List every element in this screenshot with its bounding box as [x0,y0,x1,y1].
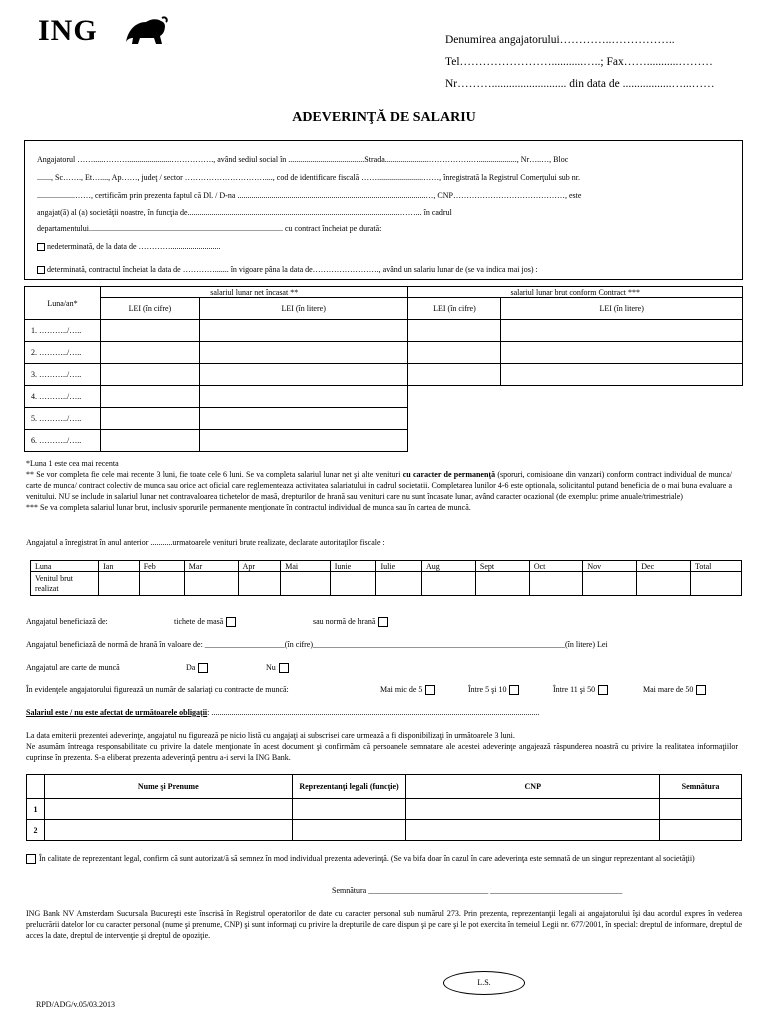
meal-benefit-label: Angajatul beneficiază de: [26,617,108,626]
annual-income-intro: Angajatul a înregistrat în anul anterior ...........urmatoarele venituri brute realizate, declarate autoritaţilor fiscale : [26,538,385,547]
gross-salary-header: salariul lunar brut conform Contract *** [408,287,743,298]
gross-letters-header: LEI (în litere) [501,298,743,320]
rep-cnp-header: CNP [406,775,660,799]
table-row: 2. ………../….. [25,342,743,364]
box-line-3[interactable]: ...................……, certificăm prin prezenta faptul că Dl. / D-na ..............................................................................................…, CNP……………………………………, este [37,191,582,200]
note-3: *** Se va completa salariul lunar brut, inclusiv sporurile permanente menţionate în contractul individual de munca sau în cartea de muncă. [26,503,471,512]
annual-header-cell: Apr [238,561,281,572]
annual-value-cell[interactable] [238,572,281,596]
net-letters-header: LEI (în litere) [199,298,408,320]
rep-role-header: Reprezentanţi legali (funcţie) [292,775,406,799]
salary-table [24,286,743,452]
annual-value-cell[interactable] [184,572,238,596]
work-book-yes-checkbox[interactable] [198,663,208,673]
box-line-4[interactable]: angajat(ă) al (a) societăţii noastre, în funcţia de..........................................................................................................……... în cadrul [37,208,452,217]
employer-name-field[interactable]: Denumirea angajatorului…………..…………….. [445,34,675,46]
table-row: 3. ………../….. [25,364,743,386]
form-code: RPD/ADG/v.05/03.2013 [36,1000,116,1009]
food-norm-checkbox[interactable] [378,617,388,627]
annual-value-cell[interactable] [475,572,529,596]
annual-header-cell: Oct [529,561,583,572]
salary-obligations-field[interactable]: Salariul este / nu este afectat de următoarele obligaţii: .................................................................................................................................................................... [26,708,540,717]
employee-count-label: În evidenţele angajatorului figurează un număr de salariaţi cu contracte de muncă: [26,685,289,694]
annual-value-cell[interactable] [583,572,637,596]
notes-section [26,458,732,513]
annual-value-cell[interactable] [139,572,184,596]
rep-signature-header: Semnătura [660,775,742,799]
sole-representative-checkbox[interactable] [26,854,36,864]
note-1: *Luna 1 este cea mai recenta [26,459,119,468]
annual-header-cell: Nov [583,561,637,572]
work-book-no-checkbox[interactable] [279,663,289,673]
annual-value-cell[interactable] [637,572,691,596]
declaration-text: La data emiterii prezentei adeverinţe, angajatul nu figurează pe nicio listă cu angajaţi ai subscrisei care urmează a fi disponibilizaţi în următoarele 3 luni. Ne asumăm întreaga responsabilitate cu privire la datele menţionate în acest document şi confirmăm că persoanele semnatare ale acestei adeverinţe angajează răspunderea noastră cu privire la realitatea informaţiilor cuprinse în prezenta. S-a eliberat prezenta adeverinţă pentru a-i servi la ING Bank. [26,731,738,762]
employees-over-50-option[interactable]: Mai mare de 50 [643,685,709,695]
table-row: 1 [27,799,742,820]
annual-value-cell[interactable] [421,572,475,596]
employer-number-field[interactable]: Nr……….......................... din data de .................…...…… [445,78,715,90]
determinate-checkbox[interactable] [37,266,45,274]
signature-line[interactable]: Semnătura ______________________________ _________________________________ [332,886,623,895]
annual-header-cell: Total [691,561,742,572]
under-5-checkbox[interactable] [425,685,435,695]
month-column-header: Luna/an* [25,287,101,320]
sole-representative-confirmation[interactable]: În calitate de reprezentant legal, confirm că sunt autorizat/ă să semnez în mod individual prezenta adeverinţă. (Se va bifa doar în cazul în care adeverinţa este semnată de un singur reprezentant al societăţii) [26,853,742,864]
stamp-placeholder: L.S. [443,971,525,995]
table-row: 2 [27,820,742,841]
rep-name-header: Nume şi Prenume [44,775,292,799]
box-line-5[interactable]: departamentului................................................................................................. cu contract încheiat pe durată: [37,224,382,233]
annual-header-cell: Mar [184,561,238,572]
privacy-notice: ING Bank NV Amsterdam Sucursala Bucureşti este înscrisă în Registrul operatorilor de date cu caracter personal sub numărul 273. Prin prezenta, reprezentanţii legali ai angajatorului îşi dau acordul expres în vederea prelucrării datelor lor cu caracter personal (nume şi prenume, CNP) şi sunt informaţi cu privire la drepturile de care dispun şi pe care şi le pot exercita în temeiul Legii nr. 677/2001, în special: dreptul de informare, dreptul de acces la date, dreptul de intervenţie şi dreptul de opoziţie. [26,909,742,940]
food-norm-value-field[interactable]: Angajatul beneficiază de normă de hrană în valoare de: ____________________(în cifre)_______________________________________________________________(în litere) Lei [26,640,608,649]
annual-value-cell[interactable] [376,572,422,596]
over-50-checkbox[interactable] [696,685,706,695]
5-10-checkbox[interactable] [509,685,519,695]
meal-tickets-option[interactable]: tichete de masă [174,617,239,627]
table-row: 1. ………../….. [25,320,743,342]
employees-11-50-option[interactable]: Între 11 şi 50 [553,685,611,695]
representatives-table [26,774,742,841]
employees-under-5-option[interactable]: Mai mic de 5 [380,685,438,695]
lion-logo-icon [120,12,170,48]
annual-value-cell[interactable] [281,572,331,596]
meal-tickets-checkbox[interactable] [226,617,236,627]
food-norm-option[interactable]: sau normă de hrană [313,617,391,627]
employer-info-box [24,140,743,280]
indefinite-checkbox[interactable] [37,243,45,251]
net-salary-header: salariul lunar net încasat ** [100,287,408,298]
annual-row-label: Venitul brut realizat [31,572,99,596]
annual-header-cell: Ian [99,561,140,572]
employees-5-10-option[interactable]: Între 5 şi 10 [468,685,522,695]
box-line-2[interactable]: ......., Sc……., Et…...., Ap……, judeţ / sector …………………………...., cod de identificare fiscală …….......................……, înregistrată la Registrul Comerţului sub nr. [37,173,581,182]
annual-income-table [30,560,742,596]
annual-header-cell: Dec [637,561,691,572]
annual-header-cell: Luna [31,561,99,572]
annual-header-cell: Iulie [376,561,422,572]
box-line-1[interactable]: Angajatorul …….....………......................……………., având sediul social în ......................................Strada......................…………….…..................., Nr…..…, Bloc [37,155,569,164]
work-book-yes-option[interactable]: Da [186,663,211,673]
annual-value-cell[interactable] [99,572,140,596]
table-row: 4. ………../….. [25,386,743,408]
annual-value-cell[interactable] [691,572,742,596]
document-title: ADEVERINŢĂ DE SALARIU [292,110,476,125]
annual-header-cell: Sept [475,561,529,572]
annual-header-cell: Aug [421,561,475,572]
note-2: ** Se vor completa fie cele mai recente 3 luni, fie toate cele 6 luni. Se va completa salariul lunar net şi alte venituri cu caracter de permanenţă (sporuri, comisioane din vanzari) conform contract individual de munca/ carte de munca/ contract colectiv de munca sau orice act oficial care reglementeaza activitatea salariatului in cadrul societatii. Completarea lunilor 4-6 este optionala, solicitantul putand beneficia de o mai buna evaluare a venitului. NU se include in salariul lunar net contravaloarea tichetelor de masă, drepturilor de hrană sau venituri care nu sunt încasate lunar, având caracter ocazional (de exemplu: prime anuale/trimestriale) [26,470,733,501]
11-50-checkbox[interactable] [598,685,608,695]
gross-digits-header: LEI (în cifre) [408,298,501,320]
table-row: 6. ………../….. [25,430,743,452]
table-row: 5. ………../….. [25,408,743,430]
annual-value-cell[interactable] [529,572,583,596]
annual-header-cell: Iunie [330,561,376,572]
contract-determinate-option[interactable]: determinată, contractul încheiat la data de …………....... în vigoare pâna la data de……………………., având un salariu lunar de (se va indica mai jos) : [37,265,538,274]
net-digits-header: LEI (în cifre) [100,298,199,320]
annual-header-cell: Mai [281,561,331,572]
employer-phone-field[interactable]: Tel……………………...........…..; Fax……...........……… [445,56,713,68]
work-book-no-option[interactable]: Nu [266,663,292,673]
contract-indefinite-option[interactable]: nedeterminată, de la data de …………......................... [37,242,221,251]
annual-header-cell: Feb [139,561,184,572]
annual-value-cell[interactable] [330,572,376,596]
work-book-label: Angajatul are carte de muncă [26,663,120,672]
ing-logo: ING [38,14,98,47]
